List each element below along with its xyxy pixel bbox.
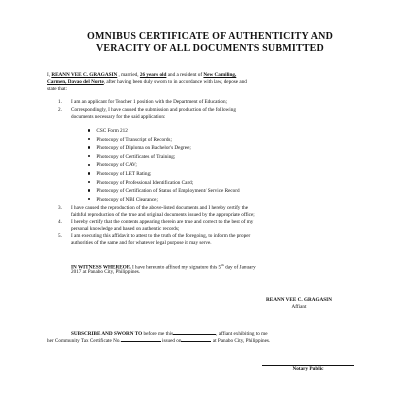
bullet-icon (88, 198, 90, 200)
witness-text-1: I have hereunto affixed my signature this 5 (130, 264, 222, 271)
document-list-item (88, 127, 128, 135)
document-list-item-text: Photocopy of Certificates of Training; (96, 153, 176, 160)
witness-heading: IN WITNESS WHEREOF, (71, 264, 131, 271)
jurat-heading: SUBSCRIBE AND SWORN TO (71, 331, 143, 337)
jurat-text-2: , affiant exhibiting to me (216, 331, 268, 337)
affiant-signature-name: REANN VEE C. GRAGASIN (266, 297, 332, 303)
intro-line-2 (47, 79, 247, 86)
bullet-icon (88, 129, 90, 131)
document-list-item-text: Photocopy of NBI Clearance; (96, 196, 158, 203)
bullet-icon (88, 146, 90, 148)
item-2-line-1: Correspondingly, I have caused the submission and production of the following (71, 107, 236, 113)
item-3-line-2: faithful reproduction of the true and original documents issued by the appropriate office; (71, 212, 255, 218)
jurat-issued-label: issued on (160, 338, 182, 344)
item-4-line-1: I hereby certify that the contents appearing therein are true and correct to the best of my (71, 219, 254, 225)
bullet-icon (88, 189, 90, 191)
bullet-icon (88, 138, 90, 140)
intro-part-2: and a resident of (166, 72, 204, 78)
affiant-age: 26 years old (139, 72, 167, 78)
document-list-item-text: Photocopy of CAV; (96, 162, 137, 169)
item-3-number: 3. (58, 205, 62, 211)
intro-lead: I, (47, 72, 52, 78)
title-line-2: VERACITY OF ALL DOCUMENTS SUBMITTED (96, 43, 324, 54)
item-4-line-2: personal knowledge and based on authentic records; (71, 226, 180, 232)
document-list-item (88, 179, 193, 187)
affiant-address-1: New Camiling, (203, 72, 237, 78)
document-list-item-text: Photocopy of Professional Identification Card; (96, 179, 194, 186)
notary-role: Notary Public (292, 366, 324, 372)
affiant-name-inline: REANN VEE C. GRAGASIN (51, 72, 118, 78)
item-5-line-1: I am executing this affidavit to attest to the truth of the foregoing, to inform the proper (71, 233, 251, 239)
bullet-icon (88, 181, 90, 183)
item-5-number: 5. (58, 233, 62, 239)
item-1-number: 1. (58, 99, 62, 105)
document-list-item (88, 187, 240, 195)
witness-day-suffix: th (221, 263, 224, 267)
jurat-line-2 (47, 336, 270, 345)
jurat-day-blank (173, 329, 216, 335)
witness-line-2: 2017 at Panabo City, Philippines. (71, 269, 141, 275)
item-1-line-1: I am an applicant for Teacher 1 position with the Department of Education; (71, 99, 227, 105)
witness-text-1b: day of January (223, 264, 256, 271)
item-4-number: 4. (58, 219, 62, 225)
title-line-1: OMNIBUS CERTIFICATE OF AUTHENTICITY AND (86, 31, 333, 42)
document-list-item-text: Photocopy of Transcript of Records; (96, 136, 172, 143)
jurat-ctc-label: her Community Tax Certificate No. (47, 338, 121, 344)
document-list-item (88, 170, 151, 178)
affiant-address-2: Carmen, Davao del Norte (47, 79, 104, 85)
document-list-item (88, 196, 158, 204)
document-list-item (88, 144, 191, 152)
document-list-item (88, 153, 175, 161)
document-list-item (88, 161, 137, 169)
document-list-item-text: Photocopy of LET Rating; (96, 171, 152, 177)
intro-line-3: state that: (47, 86, 68, 92)
document-list-item-text: CSC Form 212 (96, 128, 128, 134)
document-list-item-text: Photocopy of Certification of Status of Employment/ Service Record (96, 188, 240, 195)
affiant-role: Affiant (291, 304, 307, 310)
bullet-icon (88, 172, 90, 174)
intro-line-1 (47, 72, 236, 79)
item-2-line-2: documents necessary for the said application: (71, 114, 166, 120)
document-list-item (88, 136, 172, 144)
jurat-issued-blank (181, 336, 211, 342)
jurat-text-1: before me this (142, 331, 174, 337)
bullet-icon (88, 155, 90, 157)
jurat-place: at Panabo City, Philippines. (211, 338, 271, 344)
item-2-number: 2. (58, 107, 62, 113)
item-5-line-2: authorities of the same and for whatever legal purpose it may serve. (71, 240, 212, 246)
intro-part-1: , married, (117, 72, 140, 78)
jurat-ctc-blank (121, 336, 161, 342)
document-list-item-text: Photocopy of Diploma on Bachelor's Degree; (96, 145, 191, 152)
item-3-line-1: I have caused the reproduction of the above-listed documents and I hereby certify the (71, 205, 249, 211)
intro-line-2-rest: , after having been duly sworn to in accordance with law, depose and (103, 79, 247, 85)
bullet-icon (88, 164, 90, 166)
